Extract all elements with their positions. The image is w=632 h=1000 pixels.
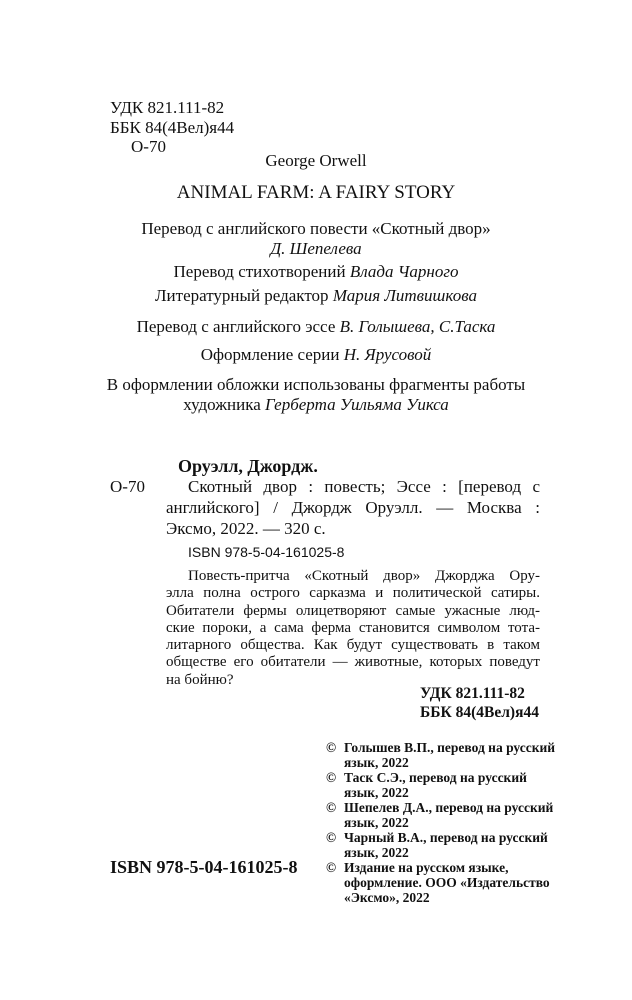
copyright-symbol: © — [326, 800, 337, 815]
credit-essay-translation — [0, 316, 632, 337]
isbn-bottom: ISBN 978-5-04-161025-8 — [110, 857, 298, 877]
udk-code-bottom: УДК 821.111-82 — [420, 685, 525, 702]
credit-editor-label: Литературный редактор — [155, 286, 329, 305]
credit-cover-line2 — [0, 394, 632, 415]
annotation-line: литарного общества. Как будут существовать в таком — [166, 637, 540, 654]
catalog-entry-line-3: Эксмо, 2022. — 320 с. — [166, 519, 326, 538]
credit-series-label: Оформление серии — [200, 345, 340, 364]
copyright-symbol: © — [326, 770, 337, 785]
credit-poems-name: Влада Чарного — [349, 262, 459, 281]
credit-story-translation-name: Д. Шепелева — [270, 239, 362, 258]
catalog-annotation — [166, 568, 540, 689]
bbk-code: ББК 84(4Вел)я44 — [110, 118, 235, 137]
credit-essay-label: Перевод с английского эссе — [136, 317, 336, 336]
copyright-entry: © Издание на русском языке, оформление. ООО «Издательство «Эксмо», 2022 — [326, 860, 550, 905]
credit-poems-translation — [0, 261, 632, 282]
catalog-entry-line-2: английского] / Джордж Оруэлл. — Москва : — [166, 498, 540, 517]
copyright-block — [326, 740, 555, 905]
credit-cover-label: художника — [183, 395, 261, 414]
credit-literary-editor — [0, 285, 632, 306]
copyright-symbol: © — [326, 830, 337, 845]
catalog-mark: О-70 — [110, 477, 145, 496]
annotation-line: на бойню? — [166, 671, 234, 688]
credit-poems-label: Перевод стихотворений — [173, 262, 346, 281]
credit-cover-line1: В оформлении обложки использованы фрагменты работы — [106, 375, 526, 394]
copyright-entry: © Шепелев Д.А., перевод на русский язык, 2022 — [326, 800, 554, 830]
credit-editor-name: Мария Литвишкова — [332, 286, 477, 305]
credit-series-design — [0, 344, 632, 365]
copyright-symbol: © — [326, 860, 337, 875]
annotation-line: обществе его обитатели — животные, которых поведут — [166, 654, 540, 671]
credit-cover-name: Герберта Уильяма Уикса — [265, 395, 449, 414]
annotation-line: Повесть-притча «Скотный двор» Джорджа Ору- — [188, 568, 540, 584]
udk-code: УДК 821.111-82 — [110, 98, 225, 117]
original-author: George Orwell — [265, 151, 367, 170]
copyright-entry: © Таск С.Э., перевод на русский язык, 2022 — [326, 770, 527, 800]
catalog-entry-line-1: Скотный двор : повесть; Эссе : [перевод с — [188, 477, 540, 496]
bbk-code-bottom: ББК 84(4Вел)я44 — [420, 704, 539, 721]
credit-essay-name: В. Голышева, С.Таска — [339, 317, 496, 336]
credit-series-name: Н. Ярусовой — [343, 345, 432, 364]
credit-story-translation-label: Перевод с английского повести «Скотный двор» — [141, 219, 491, 238]
annotation-line: Обитатели фермы олицетворяют самые ужасные люд- — [166, 602, 540, 619]
copyright-symbol: © — [326, 740, 337, 755]
annotation-line: элла полна острого сарказма и политической сатиры. — [166, 585, 540, 602]
original-title: ANIMAL FARM: A FAIRY STORY — [176, 182, 456, 203]
author-mark: О-70 — [131, 137, 166, 156]
copyright-entry: © Голышев В.П., перевод на русский язык, 2022 — [326, 740, 556, 770]
annotation-line: ские пороки, а сама ферма становится символом тота- — [166, 619, 540, 636]
catalog-isbn: ISBN 978-5-04-161025-8 — [188, 544, 345, 560]
catalog-heading: Оруэлл, Джордж. — [178, 456, 318, 476]
copyright-entry: © Чарный В.А., перевод на русский язык, 2022 — [326, 830, 548, 860]
